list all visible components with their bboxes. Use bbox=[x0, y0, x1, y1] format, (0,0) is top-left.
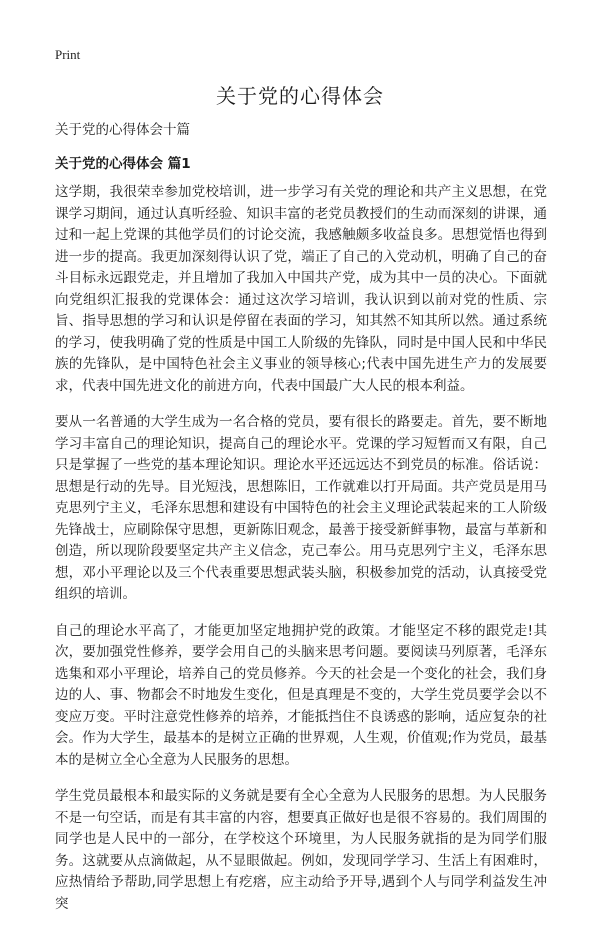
paragraph: 学生党员最根本和最实际的义务就是要有全心全意为人民服务的思想。为人民服务不是一句空话，而是有其丰富的内容，想要真正做好也是很不容易的。我们周围的同学也是人民中的一部分，在学校这个环境里，为人民服务就指的是为同学们服务。这就要从点滴做起，从不显眼做起。例如，发现同学学习、生活上有困难时，应热情给予帮助,同学思想上有疙瘩，应主动给予开导,遇到个人与同学利益发生冲突 bbox=[55, 788, 547, 912]
paragraph: 自己的理论水平高了，才能更加坚定地拥护党的政策。才能坚定不移的跟党走!其次，要加强党性修养，要学会用自己的头脑来思考问题。要阅读马列原著，毛泽东选集和邓小平理论，培养自己的党员修养。今天的社会是一个变化的社会，我们身边的人、事、物都会不时地发生变化，但是真理是不变的，大学生党员要学会以不变应万变。平时注意党性修养的培养，才能抵挡住不良诱惑的影响，适应复杂的社会。作为大学生，最基本的是树立正确的世界观，人生观，价值观;作为党员，最基本的是树立全心全意为人民服务的思想。 bbox=[55, 622, 547, 768]
paragraph: 要从一名普通的大学生成为一名合格的党员，要有很长的路要走。首先，要不断地学习丰富自己的理论知识，提高自己的理论水平。党课的学习短暂而又有限，自己只是掌握了一些党的基本理论知识。理论水平还远远达不到党员的标准。俗话说：思想是行动的先导。目光短浅，思想陈旧，工作就难以打开局面。共产党员是用马克思列宁主义，毛泽东思想和建设有中国特色的社会主义理论武装起来的工人阶级先锋战士，应刷除保守思想，更新陈旧观念，最善于接受新鲜事物，最富与革新和创造，所以现阶段要坚定共产主义信念，克己奉公。用马克思列宁主义，毛泽东思想，邓小平理论以及三个代表重要思想武装头脑，积极参加党的活动，认真接受党组织的培训。 bbox=[55, 414, 547, 602]
print-link[interactable]: Print bbox=[55, 47, 81, 62]
paragraph: 这学期，我很荣幸参加党校培训，进一步学习有关党的理论和共产主义思想，在党课学习期间，通过认真听经验、知识丰富的老党员教授们的生动而深刻的讲课，通过和一起上党课的其他学员们的讨论交流，我感触颇多收益良多。思想觉悟也得到进一步的提高。我更加深刻得认识了党，端正了自己的入党动机，明确了自己的奋斗目标永远跟党走，并且增加了我加入中国共产党，成为其中一员的决心。下面就向党组织汇报我的党课体会：通过这次学习培训，我认识到以前对党的性质、宗旨、指导思想的学习和认识是停留在表面的学习，知其然不知其所以然。通过系统的学习，使我明确了党的性质是中国工人阶级的先锋队，同时是中国人民和中华民族的先锋队，是中国特色社会主义事业的领导核心;代表中国先进生产力的发展要求，代表中国先进文化的前进方向，代表中国最广大人民的根本利益。 bbox=[55, 184, 547, 394]
section-heading: 关于党的心得体会 篇1 bbox=[55, 156, 191, 172]
document-body bbox=[55, 120, 547, 930]
document-title: 关于党的心得体会 bbox=[216, 84, 384, 108]
document-subtitle: 关于党的心得体会十篇 bbox=[55, 122, 190, 138]
